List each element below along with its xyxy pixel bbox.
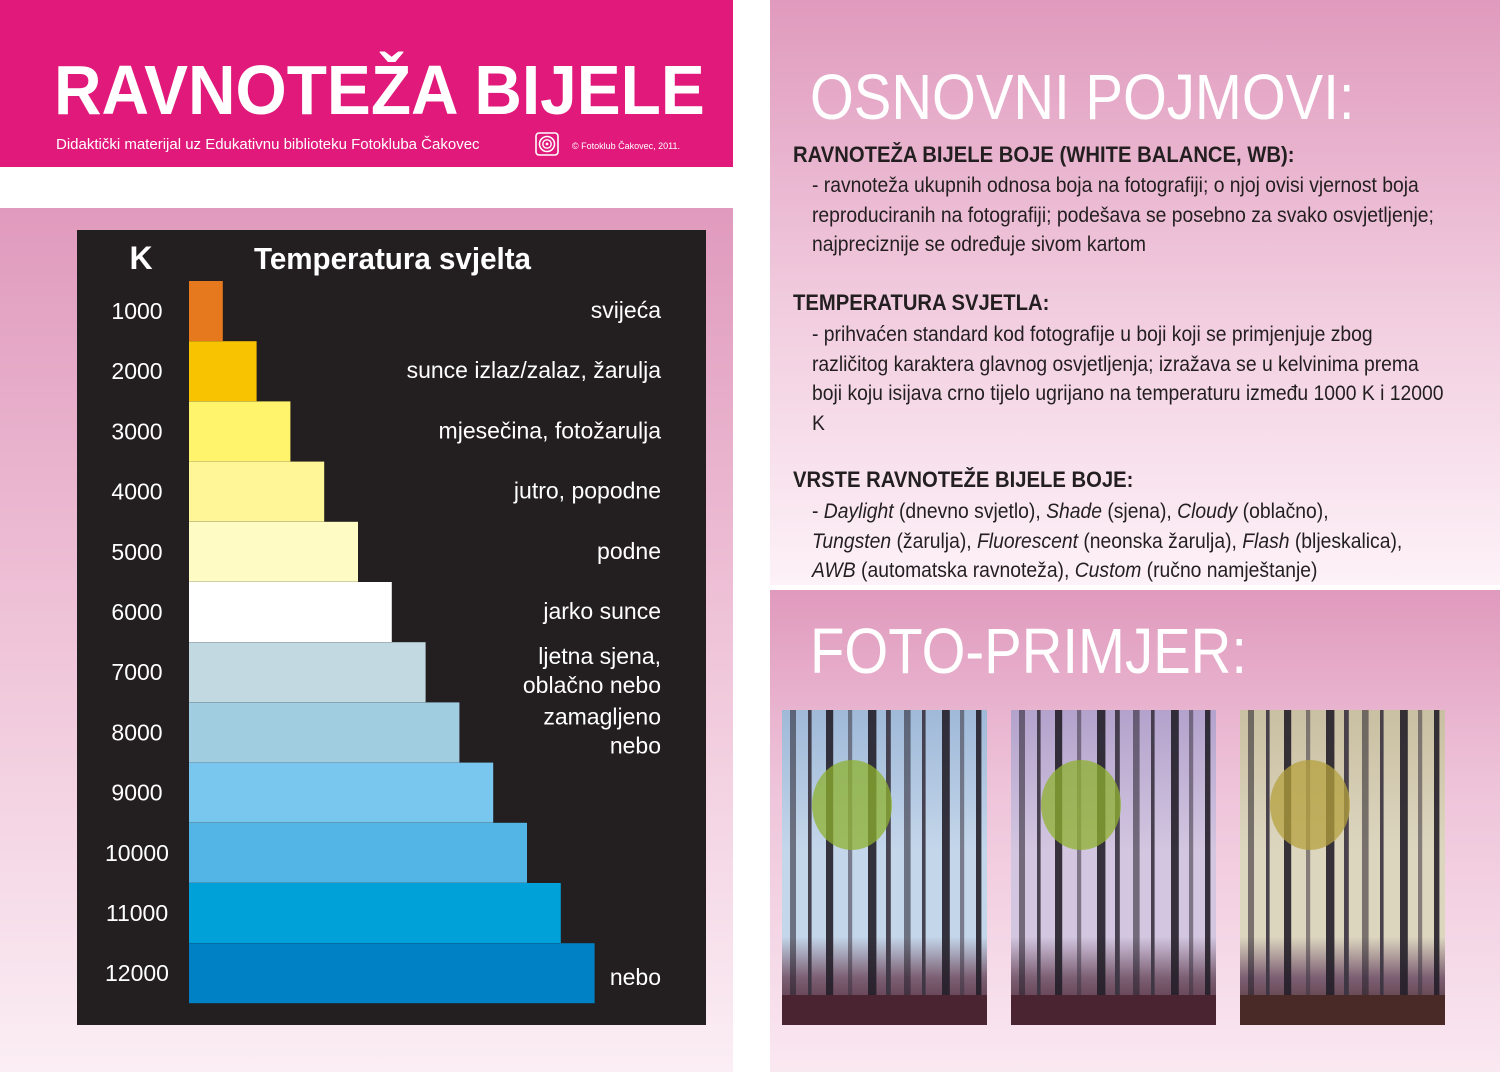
forest-photo-image [1240,710,1445,1025]
kelvin-tick-label: 12000 [105,960,169,987]
kelvin-tick-label: 9000 [111,779,163,806]
wb-type-desc: (sjena), [1101,500,1178,523]
temperature-bar [189,943,595,1003]
wb-types-text [812,497,1447,586]
examples-heading: FOTO-PRIMJER: [810,615,1248,687]
temperature-chart-svg [77,230,706,1025]
kelvin-axis-label: K [129,240,153,276]
light-source-label: nebo [609,964,661,991]
kelvin-tick-label: 2000 [111,358,163,385]
kelvin-tick-label: 8000 [111,719,163,746]
kelvin-tick-label: 7000 [111,659,163,686]
light-temperature-title: TEMPERATURA SVJETLA: [793,290,1050,315]
forest-photo-image [1011,710,1216,1025]
kelvin-tick-label: 4000 [111,478,163,505]
white-balance-text: - ravnoteža ukupnih odnosa boja na fotografiji; o njoj ovisi vjernost boja reproduciranih na fotografiji; podešava se posebno za svako osvjetljenje; najpreciznije se određuje sivom kartom [812,174,1434,256]
temperature-bar [189,281,223,341]
temperature-bar [189,522,358,582]
forest-photo-image [782,710,987,1025]
temperature-bar [189,582,392,642]
temperature-bar [189,883,561,943]
light-source-label: oblačno nebo [522,672,661,699]
wb-type-name: Fluorescent [977,529,1078,553]
forest-photo-neutral [1011,710,1216,1025]
light-source-label: zamagljeno [543,703,661,730]
temperature-bar [189,702,459,762]
wb-type-name: Daylight [823,500,894,523]
kelvin-tick-label: 5000 [111,538,163,565]
temperature-bar [189,462,324,522]
kelvin-tick-label: 6000 [111,599,163,625]
light-source-label: svijeća [590,297,661,323]
kelvin-tick-label: 1000 [111,298,163,324]
light-source-label: mjesečina, fotožarulja [438,417,661,444]
wb-type-desc: (automatska ravnoteža), [855,559,1075,582]
light-source-label: podne [597,537,661,564]
copyright-note: © Fotoklub Čakovec, 2011. [572,141,681,151]
subtitle: Didaktički materijal uz Edukativnu biblioteku Fotokluba Čakovec [56,136,480,153]
wb-type-name: Cloudy [1177,500,1238,523]
temperature-bar [189,763,493,823]
wb-type-name: Shade [1046,500,1102,523]
wb-type-name: Flash [1242,529,1290,553]
temperature-chart [77,230,706,1025]
wb-type-desc: (oblačno), [1237,500,1329,523]
wb-types-prefix: - [812,500,824,523]
temperature-bar [189,642,426,702]
wb-types-title: VRSTE RAVNOTEŽE BIJELE BOJE: [793,467,1134,492]
light-source-label: jutro, popodne [513,477,661,504]
forest-photo-warm [1240,710,1445,1025]
light-temperature-text: - prihvaćen standard kod fotografije u boji koji se primjenjuje zbog različitog karaktera glavnog osvjetljenja; izražava se u kelvinima prema boji koju isijava crno tijelo ugrijano na temperaturu između 1000 K i 12000 K [812,323,1444,435]
light-source-label: nebo [609,732,661,759]
wb-type-name: Custom [1074,559,1142,582]
page-title: RAVNOTEŽA BIJELE [54,51,705,129]
temperature-bar [189,401,290,461]
chart-title: Temperatura svjelta [254,241,532,276]
light-source-label: ljetna sjena, [538,643,661,670]
wb-type-desc: (neonska žarulja), [1077,529,1243,553]
wb-type-name: Tungsten [812,529,892,553]
wb-type-desc: (žarulja), [891,529,978,553]
fotoklub-logo-icon [535,132,559,156]
wb-type-desc: (bljeskalica), [1289,529,1403,553]
temperature-bar [189,823,527,883]
light-source-label: sunce izlaz/zalaz, žarulja [406,357,661,384]
kelvin-tick-label: 11000 [105,900,169,926]
wb-type-desc: (ručno namještanje) [1141,559,1318,582]
kelvin-tick-label: 3000 [111,418,163,445]
wb-type-name: AWB [812,559,856,582]
wb-type-desc: (dnevno svjetlo), [893,500,1047,523]
kelvin-tick-label: 10000 [105,839,169,866]
temperature-bar [189,341,257,401]
forest-photo-cool [782,710,987,1025]
concepts-heading: OSNOVNI POJMOVI: [810,61,1355,133]
white-balance-title: RAVNOTEŽA BIJELE BOJE (WHITE BALANCE, WB): [793,142,1295,167]
light-source-label: jarko sunce [543,598,661,624]
